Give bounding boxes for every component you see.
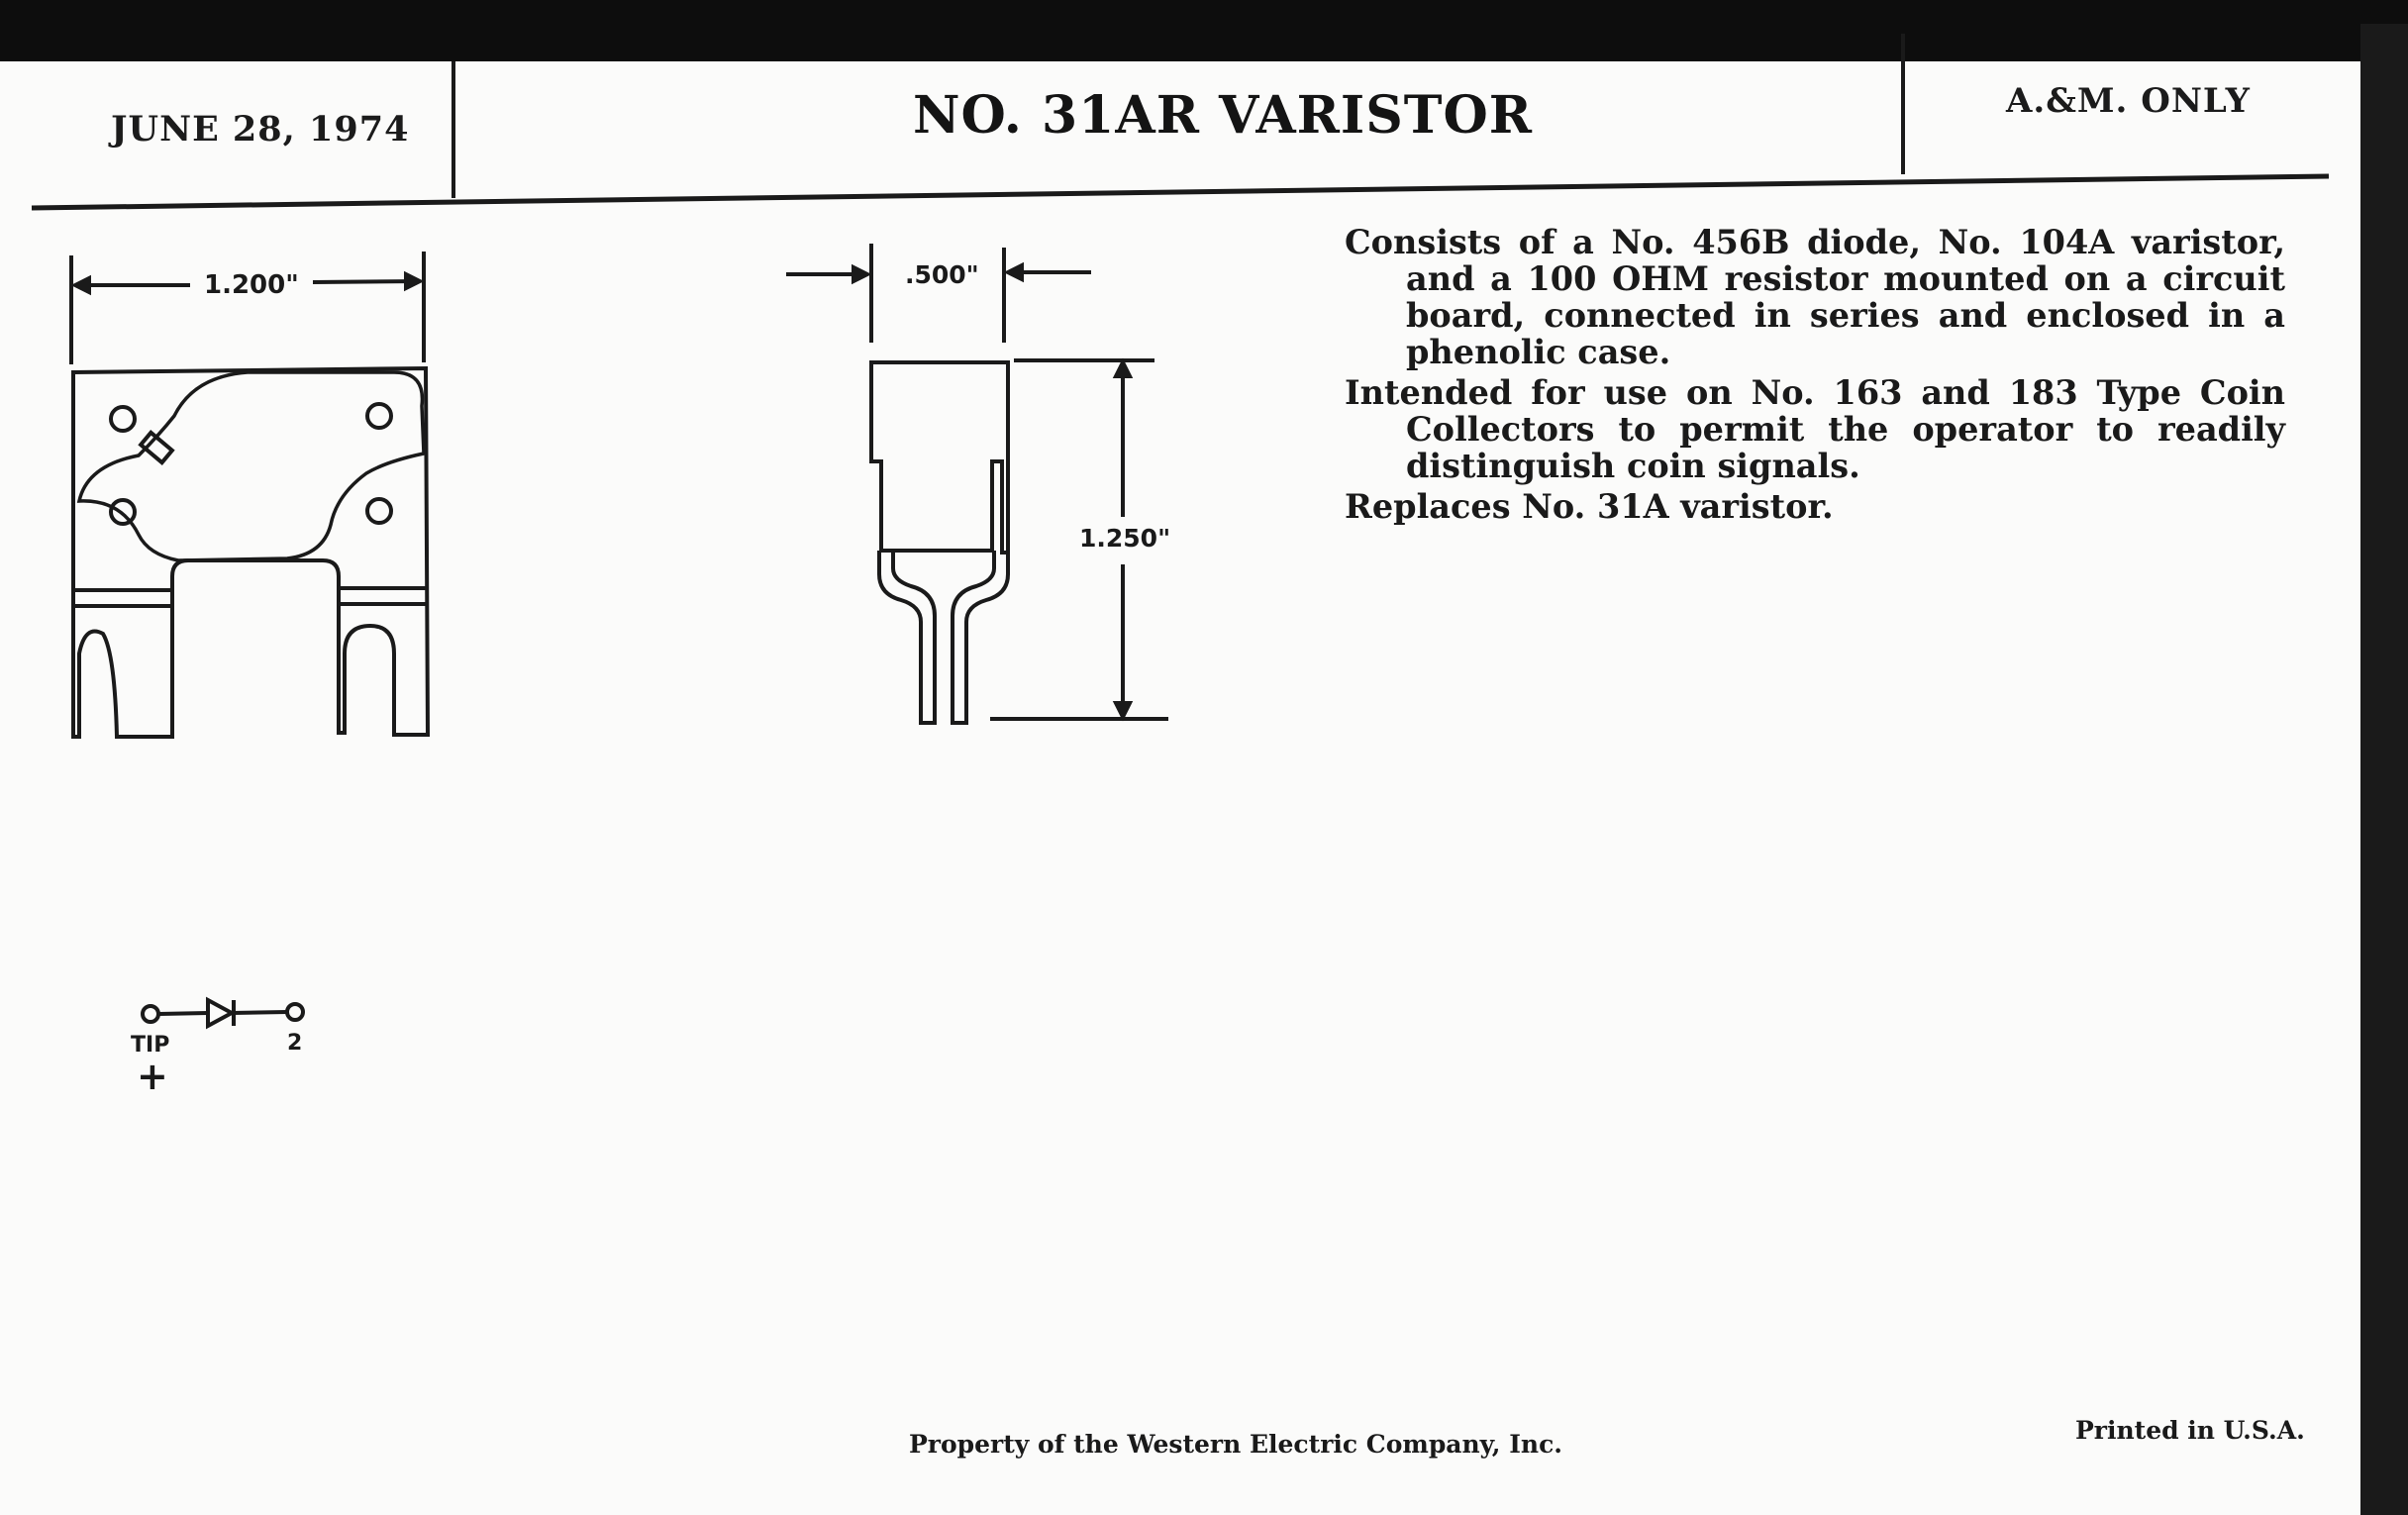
height-dimension-label: 1.250" [1079, 524, 1171, 553]
diode-schematic [143, 1000, 303, 1026]
side-view-drawing [786, 244, 1171, 723]
printed-footer: Printed in U.S.A. [2075, 1416, 2305, 1445]
front-view-drawing [71, 252, 428, 737]
description-block [1345, 224, 2285, 529]
header-date: JUNE 28, 1974 [111, 109, 410, 150]
thickness-dimension-label: .500" [905, 260, 979, 289]
description-paragraph: Consists of a No. 456B diode, No. 104A varistor, and a 100 OHM resistor mounted on a circuit board, connected in series and enclosed in a phenolic case. [1345, 223, 2285, 371]
page-title: NO. 31AR VARISTOR [913, 85, 1533, 146]
schematic-terminal-2-label: 2 [287, 1031, 303, 1056]
description-paragraph: Replaces No. 31A varistor. [1345, 487, 1834, 526]
description-paragraph: Intended for use on No. 163 and 183 Type Coin Collectors to permit the operator to readily distinguish coin signals. [1345, 373, 2285, 485]
schematic-plus-label: + [137, 1055, 168, 1098]
width-dimension-label: 1.200" [204, 270, 299, 300]
schematic-tip-label: TIP [131, 1033, 170, 1058]
header-rule [32, 176, 2329, 208]
property-footer: Property of the Western Electric Company, Inc. [909, 1430, 1563, 1459]
restriction-label: A.&M. ONLY [2006, 81, 2251, 121]
